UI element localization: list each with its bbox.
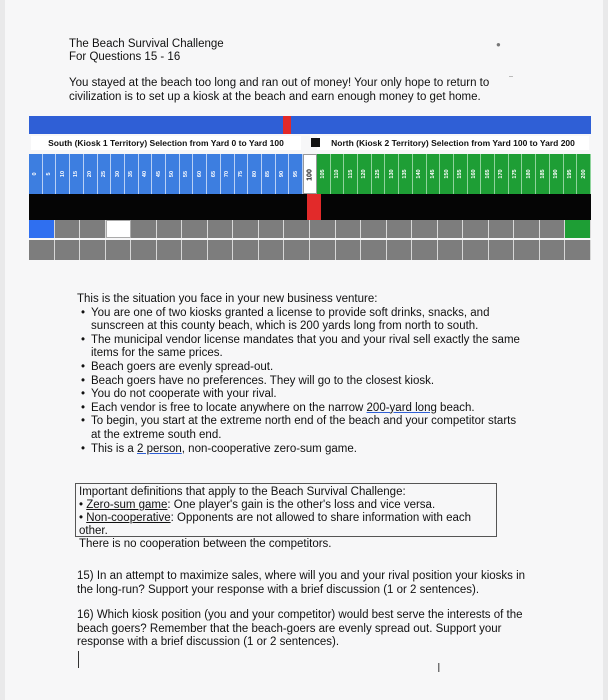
grid-cell[interactable] [29, 240, 55, 260]
yard-marker [193, 154, 207, 194]
list-item: • This is a 2 person, non-cooperative zero-sum game. [81, 442, 357, 455]
yard-label: 40 [142, 170, 148, 178]
yard-label: 165 [484, 169, 491, 179]
grid-cell[interactable] [310, 220, 336, 238]
question-15: 15) In an attempt to maximize sales, where will you and your rival position your kiosks in the long-run? Support your response with a brief discussion (1 or 2 sentences). [77, 570, 526, 596]
yard-marker [317, 154, 331, 194]
yard-label: 65 [210, 170, 217, 178]
definition-item: • Zero-sum game: One player's gain is the other's loss and vice versa. [79, 499, 436, 511]
grid-cell[interactable] [233, 220, 259, 238]
grid-cell[interactable] [565, 220, 591, 238]
yard-label: 115 [347, 169, 354, 179]
yard-label: 25 [100, 170, 107, 178]
grid-cell[interactable] [182, 220, 208, 238]
yard-marker [509, 154, 523, 194]
yard-marker [522, 154, 536, 194]
yard-marker [577, 154, 591, 194]
yard-marker [111, 154, 125, 194]
text-cursor-icon: I [437, 661, 441, 675]
yard-marker [372, 154, 386, 194]
grid-cell[interactable] [80, 240, 106, 260]
yard-marker [550, 154, 564, 194]
grid-cell[interactable] [106, 220, 132, 238]
yard-marker [385, 154, 399, 194]
yard-label: 160 [470, 169, 477, 179]
question-16: 16) Which kiosk position (you and your competitor) would best serve the interests of the beach goers? Remember that the beach-goers are evenly spread out. Support your response with a brief discussion (1 or 2 sentences). [77, 609, 523, 649]
grid-cell[interactable] [233, 240, 259, 260]
kiosk-placement-row [29, 220, 591, 238]
list-item: • Beach goers have no preferences. They will go to the closest kiosk. [81, 374, 435, 387]
beach-diagram [29, 116, 591, 266]
list-item: • Beach goers are evenly spread-out. [81, 360, 274, 373]
yard-label: 120 [361, 169, 368, 179]
yard-marker [536, 154, 550, 194]
grid-cell[interactable] [208, 240, 234, 260]
grid-cell[interactable] [336, 240, 362, 260]
grid-cell[interactable] [412, 240, 438, 260]
yard-marker [139, 154, 153, 194]
grid-cell[interactable] [157, 240, 183, 260]
yard-marker [331, 154, 345, 194]
yard-label: 130 [388, 169, 395, 179]
yard-marker [440, 154, 454, 194]
grid-cell[interactable] [310, 240, 336, 260]
grid-cell[interactable] [489, 240, 515, 260]
yard-label: 30 [114, 170, 121, 178]
yard-label: 35 [128, 170, 135, 178]
north-header-bar [291, 116, 591, 134]
grid-cell[interactable] [514, 220, 540, 238]
yard-marker [84, 154, 98, 194]
yard-marker [399, 154, 413, 194]
north-territory-label: North (Kiosk 2 Territory) Selection from Yard 100 to Yard 200 [317, 136, 589, 150]
yard-label: 20 [87, 170, 94, 178]
yard-marker [276, 154, 290, 194]
grid-cell[interactable] [259, 240, 285, 260]
situation-section [77, 293, 527, 456]
grid-cell[interactable] [336, 220, 362, 238]
grid-cell[interactable] [387, 240, 413, 260]
marker-dot: ● [496, 40, 501, 49]
grid-cell[interactable] [387, 220, 413, 238]
definitions-box [75, 483, 497, 550]
grid-cell[interactable] [131, 220, 157, 238]
list-item: • You do not cooperate with your rival. [81, 388, 277, 401]
yard-marker [344, 154, 358, 194]
yard-label: 140 [416, 169, 423, 179]
grid-cell[interactable] [565, 240, 591, 260]
yard-marker [180, 154, 194, 194]
list-item: • Each vendor is free to locate anywhere on the narrow 200-yard long beach. [81, 401, 475, 414]
yard-label: 90 [279, 170, 286, 178]
grid-cell[interactable] [540, 240, 566, 260]
grid-cell[interactable] [284, 220, 310, 238]
yard-label: 135 [402, 169, 409, 179]
yard-label: 50 [169, 170, 176, 178]
yard-marker [289, 154, 303, 194]
spellcheck-underline: 200-yard long [366, 401, 437, 414]
yard-label: 145 [429, 169, 436, 179]
definitions-heading: Important definitions that apply to the Beach Survival Challenge: [79, 486, 406, 498]
grid-cell[interactable] [489, 220, 515, 238]
spellcheck-underline: 2 person [137, 442, 182, 455]
definition-item: • Non-cooperative: Opponents are not allowed to share information with each other. [79, 512, 472, 537]
grid-cell[interactable] [208, 220, 234, 238]
yard-marker [495, 154, 509, 194]
yard-label: 185 [539, 169, 546, 179]
yard-marker [427, 154, 441, 194]
yard-label: 55 [183, 170, 190, 178]
yard-label: 80 [251, 170, 258, 178]
grid-cell[interactable] [29, 220, 55, 238]
yard-label: 170 [498, 169, 505, 179]
page-subtitle: For Questions 15 - 16 [69, 51, 181, 63]
grid-cell[interactable] [438, 240, 464, 260]
grid-cell[interactable] [259, 220, 285, 238]
yard-label: 70 [224, 170, 231, 178]
yard-marker [413, 154, 427, 194]
yard-label: 75 [237, 170, 244, 178]
yard-label: 60 [196, 170, 203, 178]
yard-label: 15 [73, 170, 80, 178]
yard-label: 100 [306, 169, 314, 181]
yard-label: 195 [566, 169, 573, 179]
definition-note: There is no cooperation between the competitors. [79, 538, 332, 550]
list-item: • To begin, you start at the extreme north end of the beach and your competitor starts at the extreme south end. [81, 415, 517, 441]
yard-label: 155 [457, 169, 464, 179]
yard-label: 0 [32, 172, 39, 176]
center-divider [307, 194, 321, 220]
grid-cell[interactable] [438, 220, 464, 238]
yard-label: 110 [333, 169, 340, 179]
grid-cell[interactable] [514, 240, 540, 260]
grid-cell[interactable] [106, 240, 132, 260]
list-item: • You are one of two kiosks granted a license to provide soft drinks, snacks, and sunscreen at this county beach, which is 200 yards long from north to south. [81, 306, 490, 333]
yard-label: 125 [375, 169, 382, 179]
yard-marker [303, 154, 317, 194]
yard-label: 150 [443, 169, 450, 179]
yard-label: 190 [553, 169, 560, 179]
yard-label: 200 [580, 169, 587, 179]
grid-cell[interactable] [361, 220, 387, 238]
worksheet-page [5, 0, 603, 700]
kiosk-grid-row [29, 240, 591, 260]
yard-label: 95 [292, 170, 299, 178]
grid-cell[interactable] [131, 240, 157, 260]
yard-marker [248, 154, 262, 194]
grid-cell[interactable] [80, 220, 106, 238]
grid-cell[interactable] [463, 220, 489, 238]
yard-marker [98, 154, 112, 194]
yard-label: 105 [320, 169, 327, 179]
center-divider-header [283, 116, 291, 134]
yard-marker [564, 154, 578, 194]
yard-marker [207, 154, 221, 194]
yard-label: 175 [512, 169, 519, 179]
yard-label: 45 [155, 170, 162, 178]
yard-marker [152, 154, 166, 194]
situation-intro: This is the situation you face in your new business venture: [77, 293, 378, 305]
yard-marker [166, 154, 180, 194]
yard-marker [262, 154, 276, 194]
yard-marker [358, 154, 372, 194]
yard-marker [454, 154, 468, 194]
yard-marker [29, 154, 43, 194]
yard-label: 5 [46, 172, 53, 176]
grid-cell[interactable] [361, 240, 387, 260]
south-header-bar [29, 116, 283, 134]
grid-cell[interactable] [182, 240, 208, 260]
yard-marker [221, 154, 235, 194]
grid-cell[interactable] [412, 220, 438, 238]
intro-text: You stayed at the beach too long and ran out of money! Your only hope to return to civilization is to set up a kiosk at the beach and earn enough money to get home. [69, 77, 490, 103]
yard-markers [29, 154, 591, 194]
yard-marker [481, 154, 495, 194]
grid-cell[interactable] [284, 240, 310, 260]
grid-cell[interactable] [463, 240, 489, 260]
yard-label: 10 [59, 170, 66, 178]
marker-dash [509, 76, 513, 77]
yard-label: 180 [525, 169, 532, 179]
page-title: The Beach Survival Challenge [69, 38, 224, 50]
list-item: • The municipal vendor license mandates that you and your rival sell exactly the same items for the same prices. [81, 333, 520, 360]
yard-marker [43, 154, 57, 194]
grid-cell[interactable] [540, 220, 566, 238]
yard-marker [235, 154, 249, 194]
yard-label: 85 [265, 170, 272, 178]
yard-marker [70, 154, 84, 194]
yard-marker [125, 154, 139, 194]
yard-marker [468, 154, 482, 194]
grid-cell[interactable] [157, 220, 183, 238]
answer-text-area[interactable] [78, 651, 79, 668]
yard-marker [56, 154, 70, 194]
grid-cell[interactable] [55, 220, 81, 238]
south-territory-label: South (Kiosk 1 Territory) Selection from Yard 0 to Yard 100 [31, 136, 301, 150]
grid-cell[interactable] [55, 240, 81, 260]
square-icon [311, 138, 320, 147]
